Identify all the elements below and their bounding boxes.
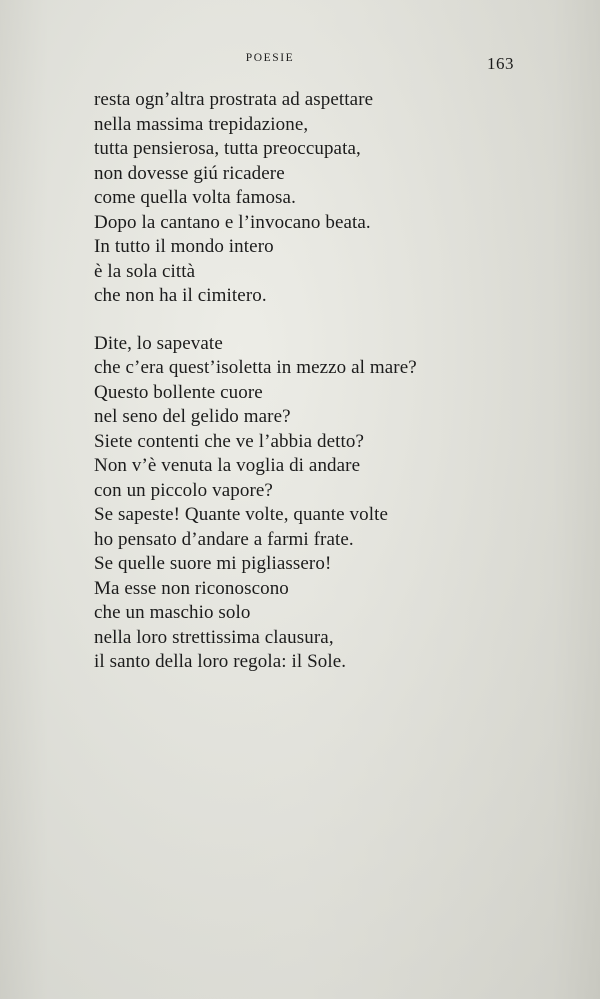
poem-line: Non v’è venuta la voglia di andare [94,455,361,476]
poem-line: Dite, lo sapevate [94,332,223,354]
page-number: 163 [487,54,514,73]
poem-line: ho pensato d’andare a farmi frate. [94,528,354,550]
poem-line: In tutto il mondo intero [94,236,274,257]
poem-line: è la sola città [94,260,196,282]
poem-line: che non ha il cimitero. [94,285,267,306]
running-title: POESIE [245,52,295,64]
poem-line: nella massima trepidazione, [94,113,309,135]
poem-line: il santo della loro regola: il Sole. [94,651,347,672]
poem-line: resta ogn’altra prostrata ad aspettare [94,89,374,110]
poem-body [94,88,574,675]
poem-line: nel seno del gelido mare? [94,406,291,427]
poem-line: che c’era quest’isoletta in mezzo al mare? [94,357,417,378]
poem-line: Siete contenti che ve l’abbia detto? [94,430,365,452]
poem-line: come quella volta famosa. [94,187,296,208]
poem-line: con un piccolo vapore? [94,479,273,501]
poem-line: che un maschio solo [94,602,251,623]
poem-line: Se quelle suore mi pigliassero! [94,553,332,574]
poem-line: Dopo la cantano e l’invocano beata. [94,211,371,233]
poem-line: Questo bollente cuore [94,381,263,403]
poem-line: tutta pensierosa, tutta preoccupata, [94,138,361,159]
poem-line: Se sapeste! Quante volte, quante volte [94,504,388,525]
poem-line: nella loro strettissima clausura, [94,626,334,648]
poem-line: non dovesse giú ricadere [94,162,285,184]
stanza-2 [94,332,574,675]
poem-line: Ma esse non riconoscono [94,577,289,599]
stanza-1 [94,88,574,309]
